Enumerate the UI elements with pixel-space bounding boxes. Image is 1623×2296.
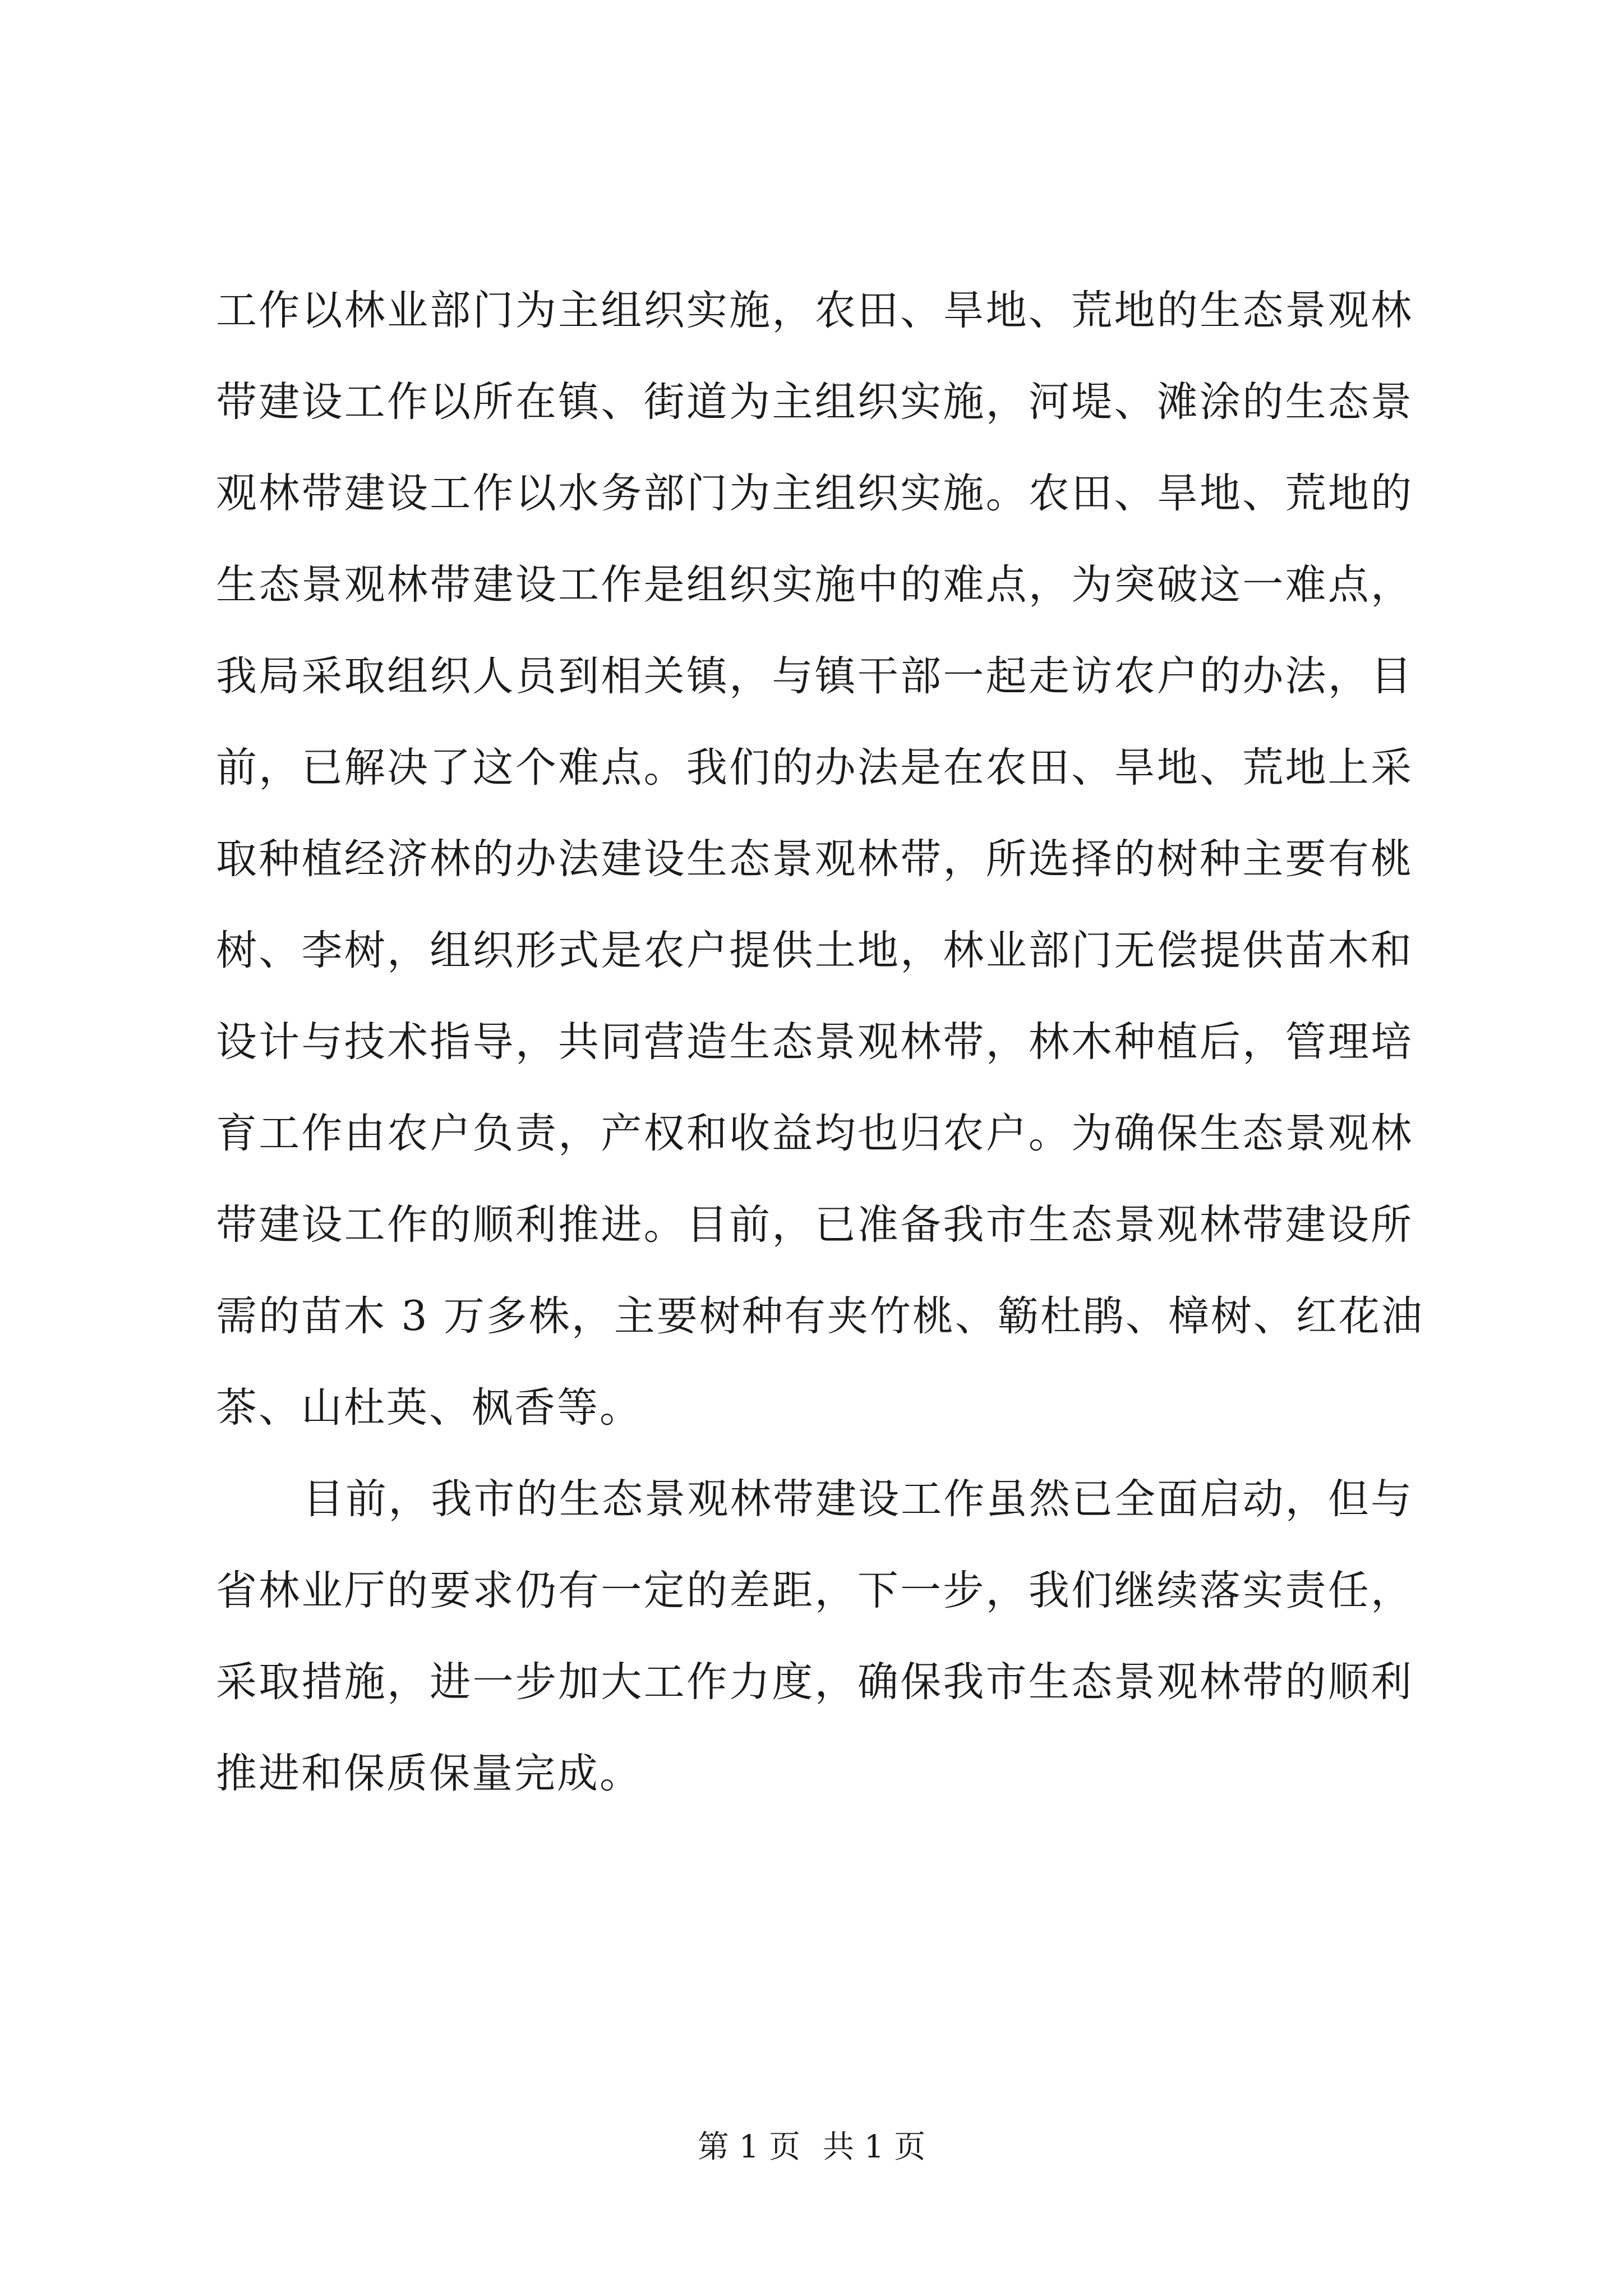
text-line: 生态景观林带建设工作是组织实施中的难点，为突破这一难点，	[216, 561, 1413, 609]
page-number-current: 第 1 页	[697, 2129, 800, 2165]
text-line: 省林业厅的要求仍有一定的差距，下一步，我们继续落实责任，	[216, 1567, 1413, 1614]
text-line: 茶、山杜英、枫香等。	[216, 1384, 642, 1432]
text-line: 采取措施，进一步加大工作力度，确保我市生态景观林带的顺利	[216, 1658, 1413, 1706]
text-line: 观林带建设工作以水务部门为主组织实施。农田、旱地、荒地的	[216, 470, 1413, 517]
text-line: 我局采取组织人员到相关镇，与镇干部一起走访农户的办法，目	[216, 652, 1413, 700]
text-line: 带建设工作以所在镇、街道为主组织实施，河堤、滩涂的生态景	[216, 378, 1413, 426]
text-line: 树、李树，组织形式是农户提供土地，林业部门无偿提供苗木和	[216, 927, 1413, 974]
page-footer	[0, 2125, 1623, 2170]
text-line: 取种植经济林的办法建设生态景观林带，所选择的树种主要有桃	[216, 835, 1413, 883]
text-line: 前，已解决了这个难点。我们的办法是在农田、旱地、荒地上采	[216, 744, 1413, 792]
text-line: 推进和保质保量完成。	[216, 1750, 642, 1797]
text-line: 目前，我市的生态景观林带建设工作虽然已全面启动，但与	[303, 1475, 1413, 1523]
text-line: 育工作由农户负责，产权和收益均也归农户。为确保生态景观林	[216, 1110, 1413, 1157]
text-line: 需的苗木 3 万多株，主要树种有夹竹桃、簕杜鹃、樟树、红花油	[216, 1292, 1424, 1340]
text-line: 设计与技术指导，共同营造生态景观林带，林木种植后，管理培	[216, 1018, 1413, 1066]
text-line: 工作以林业部门为主组织实施，农田、旱地、荒地的生态景观林	[216, 287, 1413, 334]
text-line: 带建设工作的顺利推进。目前，已准备我市生态景观林带建设所	[216, 1201, 1413, 1249]
body-text	[216, 265, 1424, 1819]
page-number-total: 共 1 页	[823, 2129, 926, 2165]
